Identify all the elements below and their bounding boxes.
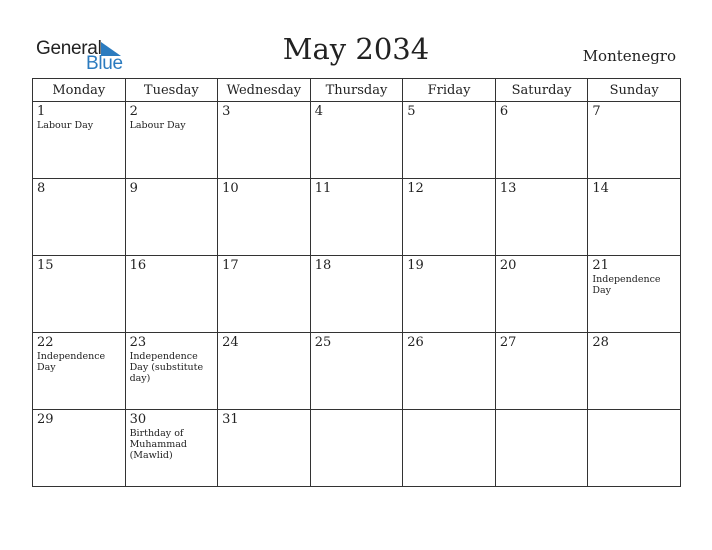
- day-number: 31: [222, 412, 239, 427]
- day-number: 6: [499, 104, 509, 119]
- day-number: 28: [592, 335, 609, 350]
- brand-word-general: General: [36, 38, 102, 59]
- holiday-label: Labour Day: [129, 120, 186, 131]
- day-number: 10: [222, 181, 239, 196]
- day-number: 17: [222, 258, 239, 273]
- day-number: 27: [499, 335, 517, 350]
- day-number: 20: [499, 258, 517, 273]
- day-number: 15: [37, 258, 54, 273]
- day-cell: [588, 256, 681, 333]
- day-cell: [218, 410, 311, 487]
- holiday-label: Birthday of Muhammad (Mawlid): [129, 428, 187, 461]
- day-cell: [218, 333, 311, 410]
- day-cell: [125, 410, 218, 487]
- week-row: [33, 410, 681, 487]
- day-number: 3: [222, 104, 231, 119]
- weekday-header-row: [33, 79, 681, 102]
- day-cell: [495, 179, 588, 256]
- day-cell: [125, 256, 218, 333]
- country-label: Montenegro: [582, 47, 676, 65]
- day-cell: [218, 179, 311, 256]
- day-cell: [588, 179, 681, 256]
- day-number: 11: [314, 181, 332, 196]
- day-number: 16: [129, 258, 147, 273]
- weekday-header: Wednesday: [218, 79, 311, 102]
- day-cell: [218, 102, 311, 179]
- day-cell: [495, 102, 588, 179]
- day-number: 25: [314, 335, 332, 350]
- week-row: [33, 333, 681, 410]
- day-number: 30: [129, 412, 147, 427]
- day-number: 13: [499, 181, 517, 196]
- day-cell: [403, 179, 496, 256]
- day-cell: [218, 256, 311, 333]
- day-number: 4: [314, 104, 323, 119]
- weekday-header: Monday: [33, 79, 126, 102]
- day-number: 14: [592, 181, 609, 196]
- calendar-grid: [32, 78, 681, 487]
- day-number: 21: [592, 258, 609, 273]
- holiday-label: Independence Day: [37, 351, 106, 373]
- day-cell: [33, 410, 126, 487]
- day-number: 24: [222, 335, 239, 350]
- day-number: 19: [407, 258, 424, 273]
- day-number: 12: [407, 181, 424, 196]
- holiday-label: Independence Day (substitute day): [129, 351, 204, 384]
- day-cell: [310, 102, 403, 179]
- weekday-header: Sunday: [588, 79, 681, 102]
- day-cell: [125, 179, 218, 256]
- day-cell: [33, 256, 126, 333]
- week-row: [33, 102, 681, 179]
- day-cell: [495, 333, 588, 410]
- day-cell: [588, 333, 681, 410]
- day-cell: [310, 179, 403, 256]
- brand-word-blue: Blue: [86, 53, 123, 74]
- day-cell: [403, 102, 496, 179]
- day-number: 18: [314, 258, 332, 273]
- weekday-header: Tuesday: [125, 79, 218, 102]
- day-number: 26: [407, 335, 424, 350]
- weekday-header: Thursday: [310, 79, 403, 102]
- day-cell: [403, 256, 496, 333]
- day-cell: [310, 333, 403, 410]
- day-number: 23: [129, 335, 147, 350]
- holiday-label: Independence Day: [592, 274, 661, 296]
- day-number: 5: [407, 104, 416, 119]
- week-row: [33, 179, 681, 256]
- day-cell: [125, 102, 218, 179]
- holiday-label: Labour Day: [37, 120, 94, 131]
- day-cell: [403, 410, 496, 487]
- week-row: [33, 256, 681, 333]
- day-number: 22: [37, 335, 54, 350]
- day-number: 8: [37, 181, 46, 196]
- day-cell: [403, 333, 496, 410]
- day-cell: [310, 410, 403, 487]
- day-cell: [495, 256, 588, 333]
- day-number: 1: [37, 104, 46, 119]
- day-cell: [33, 333, 126, 410]
- day-number: 7: [592, 104, 601, 119]
- day-number: 9: [129, 181, 138, 196]
- day-cell: [588, 410, 681, 487]
- day-cell: [495, 410, 588, 487]
- day-cell: [310, 256, 403, 333]
- calendar-title: May 2034: [282, 32, 430, 66]
- weekday-header: Saturday: [495, 79, 588, 102]
- day-cell: [125, 333, 218, 410]
- day-cell: [33, 179, 126, 256]
- day-cell: [588, 102, 681, 179]
- weekday-header: Friday: [403, 79, 496, 102]
- day-number: 29: [37, 412, 54, 427]
- day-cell: [33, 102, 126, 179]
- day-number: 2: [129, 104, 138, 119]
